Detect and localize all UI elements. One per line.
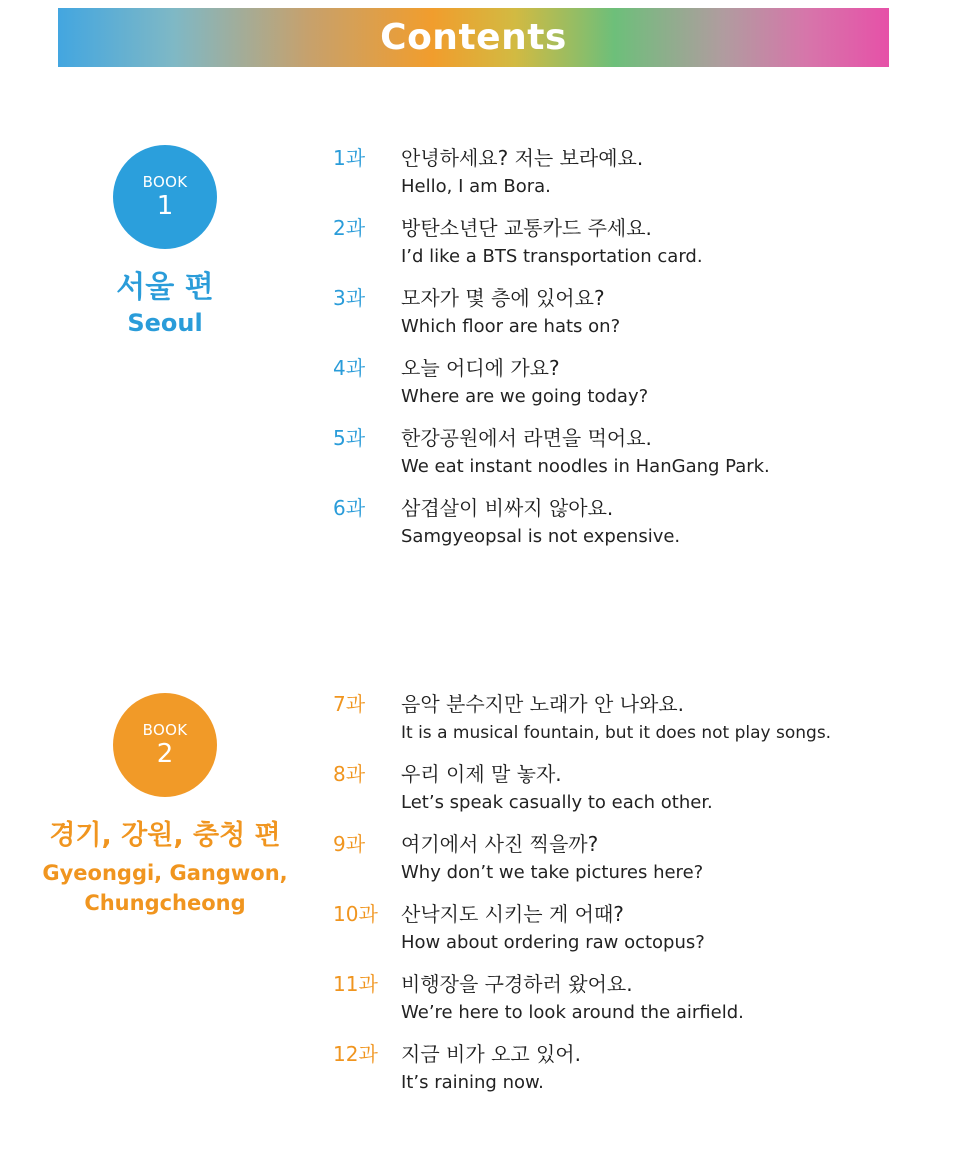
lesson-title-english: We’re here to look around the airfield. — [401, 1002, 744, 1023]
book2-region-korean: 경기, 강원, 충청 편 — [49, 820, 281, 851]
lesson-title-english: Where are we going today? — [401, 386, 649, 407]
lesson-title-english: We eat instant noodles in HanGang Park. — [401, 456, 770, 477]
book2-region-english-line1: Gyeonggi, Gangwon, — [42, 861, 288, 885]
lesson-number: 6과 — [333, 496, 366, 520]
lesson-title-english: Samgyeopsal is not expensive. — [401, 526, 681, 547]
lesson-title-english: I’d like a BTS transportation card. — [401, 246, 703, 267]
lesson-title-korean: 오늘 어디에 가요? — [401, 356, 560, 380]
lesson-title-english: It is a musical fountain, but it does not play songs. — [401, 723, 832, 743]
lesson-title-english: It’s raining now. — [401, 1072, 544, 1093]
lesson-number: 9과 — [333, 832, 366, 856]
book2-badge-number: 2 — [156, 739, 174, 769]
page-title: Contents — [380, 17, 567, 58]
lesson-title-korean: 모자가 몇 층에 있어요? — [401, 286, 605, 310]
lesson-title-korean: 지금 비가 오고 있어. — [401, 1042, 581, 1066]
lesson-number: 1과 — [333, 146, 366, 170]
book1-region-korean: 서울 편 — [116, 270, 214, 305]
lesson-title-english: Hello, I am Bora. — [401, 176, 551, 197]
lesson-title-korean: 방탄소년단 교통카드 주세요. — [401, 216, 652, 240]
lesson-number: 7과 — [333, 692, 366, 716]
lesson-number: 4과 — [333, 356, 366, 380]
book2-badge — [113, 693, 217, 797]
book1-badge-label: BOOK — [142, 173, 188, 191]
lesson-number: 10과 — [333, 902, 378, 926]
lesson-title-english: Why don’t we take pictures here? — [401, 862, 704, 883]
lesson-number: 11과 — [333, 972, 378, 996]
lesson-title-english: Let’s speak casually to each other. — [401, 792, 713, 813]
lesson-title-korean: 안녕하세요? 저는 보라예요. — [401, 146, 644, 170]
lesson-number: 3과 — [333, 286, 366, 310]
contents-banner — [58, 8, 889, 67]
book2-region-english-line2: Chungcheong — [84, 891, 246, 915]
lesson-title-korean: 여기에서 사진 찍을까? — [401, 832, 599, 856]
lesson-number: 12과 — [333, 1042, 378, 1066]
lesson-title-korean: 삼겹살이 비싸지 않아요. — [401, 496, 614, 520]
lesson-number: 2과 — [333, 216, 366, 240]
lesson-title-english: How about ordering raw octopus? — [401, 932, 705, 953]
lesson-number: 8과 — [333, 762, 366, 786]
lesson-number: 5과 — [333, 426, 366, 450]
book1-badge — [113, 145, 217, 249]
lesson-title-korean: 음악 분수지만 노래가 안 나와요. — [401, 692, 684, 716]
lesson-title-korean: 비행장을 구경하러 왔어요. — [401, 972, 633, 996]
book1-badge-number: 1 — [156, 191, 174, 221]
lesson-title-korean: 우리 이제 말 놓자. — [401, 762, 562, 786]
lesson-title-korean: 산낙지도 시키는 게 어때? — [401, 902, 624, 926]
lesson-title-english: Which floor are hats on? — [401, 316, 621, 337]
book2-badge-label: BOOK — [142, 721, 188, 739]
lesson-title-korean: 한강공원에서 라면을 먹어요. — [401, 426, 652, 450]
book1-region-english: Seoul — [127, 309, 203, 337]
